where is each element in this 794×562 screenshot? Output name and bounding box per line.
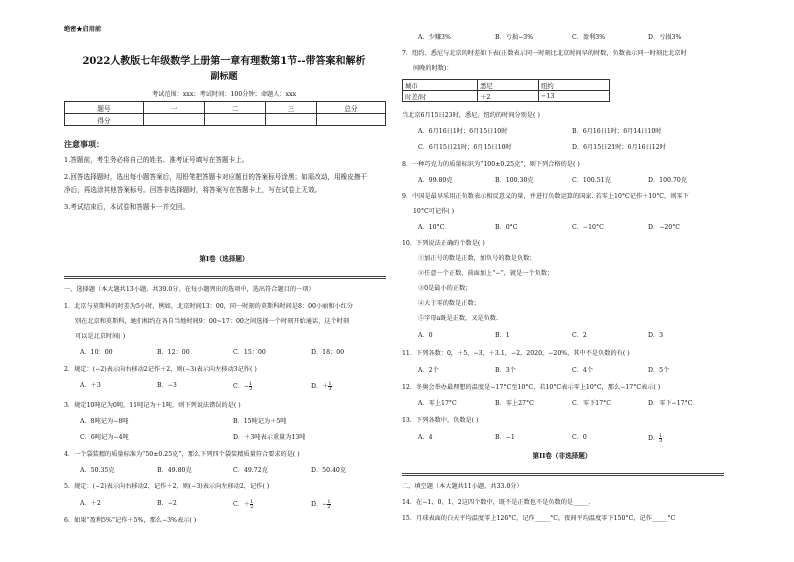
option-b[interactable]: B．15吨记为＋5吨 bbox=[233, 418, 287, 425]
option-b[interactable]: B．0°C bbox=[495, 224, 518, 231]
question-line: 2．规定：(−2)表示向右移动2记作＋2，则(−3)表示向左移动3记作( ) bbox=[64, 366, 257, 373]
table-cell: ＋2 bbox=[478, 91, 539, 102]
score-header-cell: 一 bbox=[144, 102, 205, 114]
statement-item: ①加正号的数是正数，加负号的数是负数； bbox=[418, 255, 536, 262]
option-a[interactable]: A．2个 bbox=[418, 367, 439, 374]
option-d[interactable]: D．零下−17°C bbox=[648, 400, 693, 407]
option-a[interactable]: A．50.35克 bbox=[80, 467, 115, 474]
score-cell bbox=[144, 114, 205, 126]
option-d[interactable] bbox=[311, 382, 332, 391]
option-a[interactable]: A．4 bbox=[418, 434, 433, 441]
option-a[interactable]: A．8吨记为−8吨 bbox=[80, 418, 129, 425]
option-d[interactable]: D．5个 bbox=[648, 367, 670, 374]
exam-title: 2022人教版七年级数学上册第一章有理数第1节--带答案和解析 bbox=[82, 56, 366, 67]
divider bbox=[64, 278, 386, 279]
fraction: $\frac{1}{2}$ bbox=[327, 499, 331, 510]
score-cell bbox=[317, 114, 386, 126]
fill-heading: 二、填空题（本大题共11小题，共33.0分） bbox=[402, 483, 523, 490]
notes-item: 2.回答选择题时，选出每小题答案后，用铅笔把答题卡对应题目的答案标号涂黑；如需改动，用橡皮擦干 bbox=[64, 173, 368, 181]
fraction: $\frac{1}{3}$ bbox=[328, 381, 332, 392]
option-a[interactable]: A．10：00 bbox=[80, 349, 113, 356]
option-d[interactable]: D．3 bbox=[648, 332, 664, 339]
score-cell bbox=[205, 114, 266, 126]
score-header-cell: 二 bbox=[205, 102, 266, 114]
divider bbox=[402, 475, 724, 476]
option-d[interactable]: D．18：00 bbox=[311, 349, 345, 356]
option-d[interactable]: D．100.70克 bbox=[648, 177, 687, 184]
option-b[interactable]: B．49.80克 bbox=[157, 467, 192, 474]
option-c[interactable]: C．6月15日21时；6月15日10时 bbox=[418, 144, 512, 151]
question-line: 13．下列各数中，负数是( ) bbox=[402, 417, 479, 424]
option-d[interactable]: D．＋3吨表示重量为13吨 bbox=[233, 434, 306, 441]
option-b[interactable]: B．100.30克 bbox=[495, 177, 534, 184]
fraction: $\frac{1}{3}$ bbox=[249, 381, 253, 392]
option-c[interactable]: C．49.72克 bbox=[233, 467, 268, 474]
score-header-cell: 三 bbox=[266, 102, 317, 114]
question-line: 可以是北京时间( ) bbox=[75, 333, 126, 340]
score-label-cell: 得分 bbox=[65, 114, 144, 126]
notes-item: 1.答题前，考生务必将自己的姓名、准考证号填写在答题卡上。 bbox=[64, 156, 249, 164]
option-a[interactable]: A．零上17°C bbox=[418, 400, 457, 407]
question-line: 1．北京与莫斯科的时差为5小时，例如，北京时间13：00，同一时刻的莫斯科时间是8：00小丽和小红分 bbox=[64, 303, 354, 310]
option-b[interactable]: B．−1 bbox=[495, 434, 515, 441]
option-c[interactable]: C．0 bbox=[572, 434, 587, 441]
table-cell: 时差/时 bbox=[403, 91, 478, 102]
section1-heading: 一、选择题（本大题共13小题，共39.0分。在每小题列出的选项中，选出符合题目的一项） bbox=[64, 286, 315, 293]
statement-item: ④大于零的数是正数； bbox=[418, 300, 480, 307]
exam-info: 考试范围：xxx；考试时间：100分钟；命题人：xxx bbox=[151, 91, 297, 98]
table-cell: 城市 bbox=[403, 80, 478, 91]
score-cell bbox=[266, 114, 317, 126]
option-c[interactable]: C．零下17°C bbox=[572, 400, 611, 407]
option-d[interactable]: D．6月15日21时；6月16日12时 bbox=[572, 144, 666, 151]
fraction: $\frac{1}{3}$ bbox=[659, 433, 663, 444]
section1-title: 第I卷（选择题） bbox=[199, 255, 249, 263]
question-line: 5．规定：(−2)表示向右移动2，记作＋2，则(−3)表示向左移动2，记作( ) bbox=[64, 483, 270, 490]
notes-item: 净后，再选涂其他答案标号。回答非选择题时，将答案写在答题卡上，写在试卷上无效。 bbox=[64, 186, 322, 194]
option-b[interactable]: B．3个 bbox=[495, 367, 516, 374]
question-line: 11．下列各数：0，＋5，−3，＋3.1，−2，2020，−20%，其中不是负数的有( ) bbox=[402, 350, 630, 357]
question-line: 12．冬奥会举办最理想的温度是−17°C至10°C，若10°C表示零上10°C，那么−17°C表示( ) bbox=[402, 384, 661, 391]
question-line: 10．下列说法正确的个数是( ) bbox=[402, 240, 485, 247]
option-a[interactable]: A．＋2 bbox=[80, 500, 101, 507]
score-header-cell: 题号 bbox=[65, 102, 144, 114]
question-line: 当北京6月15日23时，悉尼、纽约的时间分别是( ) bbox=[402, 112, 540, 119]
notes-title: 注意事项： bbox=[64, 139, 104, 149]
question-line: 别在北京和莫斯科，她们相约在各自当地时间9：00~17：00之间选择一个时刻开始通话，这个时刻 bbox=[75, 318, 350, 325]
option-d-text: D．＋ bbox=[311, 383, 329, 390]
table-cell: −13 bbox=[539, 91, 610, 102]
secret-label: 绝密★启用前 bbox=[64, 26, 102, 33]
time-diff-table bbox=[402, 79, 610, 102]
question-line: 10°C可记作( ) bbox=[413, 208, 455, 215]
option-c[interactable]: C．100.51克 bbox=[572, 177, 611, 184]
table-cell: 纽约 bbox=[539, 80, 610, 91]
statement-item: ③0是最小的正数； bbox=[418, 285, 472, 292]
option-d[interactable]: D．50.40克 bbox=[311, 467, 347, 474]
question-line: 7．纽约、悉尼与北京的时差如下表(正数表示同一时刻比北京时间早的时数，负数表示同一时刻比北京时 bbox=[402, 50, 687, 57]
question-line: 6．如果“盈利5%”记作＋5%，那么−3%表示( ) bbox=[64, 517, 197, 524]
table-cell: 悉尼 bbox=[478, 80, 539, 91]
option-c[interactable]: C．6吨记为−4吨 bbox=[80, 434, 129, 441]
option-b[interactable]: B．1 bbox=[495, 332, 510, 339]
option-c[interactable] bbox=[233, 382, 252, 391]
question-line: 4．一个袋装精的质量标准为“50±0.25克”，那么下列四个袋装精质量符合要求的是( ) bbox=[64, 451, 300, 458]
question-line: 15．月球表面的白天平均温度零上126°C，记作_____°C，夜间平均温度零下150°C，记作_____°C bbox=[402, 515, 676, 522]
statement-item: ⑤字母a既是正数，又是负数. bbox=[418, 315, 498, 322]
question-line: 间晚的时数)： bbox=[413, 65, 453, 72]
score-table bbox=[64, 101, 386, 126]
question-line: 3．规定10吨记为0吨，11吨记为＋1吨，则下列说法错误的是( ) bbox=[64, 402, 241, 409]
option-c[interactable]: C．2 bbox=[572, 332, 587, 339]
option-b[interactable]: B．12：00 bbox=[157, 349, 190, 356]
option-a[interactable]: A．6月16日1时；6月15日10时 bbox=[418, 128, 508, 135]
option-d[interactable]: D．亏损3% bbox=[648, 34, 682, 41]
divider bbox=[402, 473, 724, 474]
option-b[interactable]: B．−3 bbox=[157, 382, 177, 389]
notes-item: 3.考试结束后，本试卷和答题卡一并交回。 bbox=[64, 203, 189, 211]
divider bbox=[64, 276, 386, 277]
option-d-text: D． bbox=[648, 435, 660, 442]
option-a[interactable]: A．99.80克 bbox=[418, 177, 453, 184]
option-c[interactable]: C．4个 bbox=[572, 367, 594, 374]
option-d[interactable]: D．−20°C bbox=[648, 224, 681, 231]
option-b[interactable]: B．6月16日1时；6月14日10时 bbox=[572, 128, 662, 135]
statement-item: ②任意一个正数，前面加上“−”，就是一个负数； bbox=[418, 270, 554, 277]
option-d-text: D．− bbox=[311, 501, 328, 508]
fraction: $\frac{1}{2}$ bbox=[250, 499, 254, 510]
option-c[interactable]: C．盈利3% bbox=[572, 34, 606, 41]
option-a[interactable]: A．10°C bbox=[418, 224, 445, 231]
option-a[interactable]: A．＋3 bbox=[80, 382, 101, 389]
option-b[interactable]: B．亏损−3% bbox=[495, 34, 534, 41]
question-line: 8．一种巧克力的质量标识为“100±0.25克”，则下列合格的是( ) bbox=[402, 161, 580, 168]
score-header-cell: 总分 bbox=[317, 102, 386, 114]
option-c[interactable]: C．15：00 bbox=[233, 349, 266, 356]
option-d[interactable] bbox=[311, 500, 331, 509]
option-c-text: C．＋ bbox=[233, 501, 251, 508]
question-line: 9．中国是最早采用正负数表示相反意义的量，并进行负数运算的国家. 若零上10°C记作＋10°C，则零下 bbox=[402, 193, 689, 200]
option-c[interactable]: C．−10°C bbox=[572, 224, 604, 231]
exam-subtitle: 副标题 bbox=[210, 72, 238, 82]
option-c[interactable] bbox=[233, 500, 253, 509]
option-a[interactable]: A．少赚3% bbox=[418, 34, 451, 41]
option-c-text: C．− bbox=[233, 383, 250, 390]
option-b[interactable]: B．−2 bbox=[157, 500, 177, 507]
option-b[interactable]: B．零上27°C bbox=[495, 400, 534, 407]
question-line: 14．在−1、0、1、2这四个数中，既不是正数也不是负数的是_____． bbox=[402, 499, 595, 506]
option-a[interactable]: A．0 bbox=[418, 332, 433, 339]
option-d[interactable] bbox=[648, 434, 662, 443]
section2-title: 第II卷（非选择题） bbox=[532, 452, 592, 460]
